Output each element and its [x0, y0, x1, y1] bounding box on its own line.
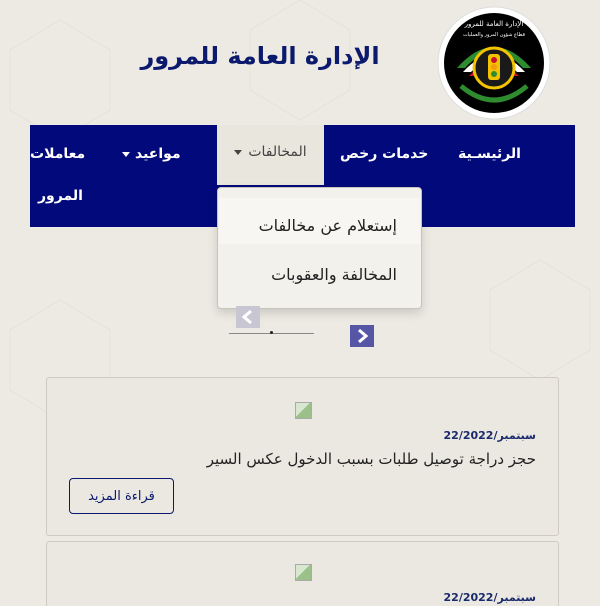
slider-indicator — [270, 331, 273, 334]
news-title[interactable]: حجز دراجة توصيل طلبات بسبب الدخول عكس السير — [206, 450, 536, 468]
chevron-down-icon — [234, 150, 242, 155]
slider-prev-icon[interactable] — [236, 306, 260, 328]
nav-item-appointments[interactable] — [122, 146, 181, 162]
broken-image-icon — [295, 564, 312, 581]
dropdown-item-inquire-violations[interactable]: إستعلام عن مخالفات — [258, 216, 397, 235]
read-more-button[interactable]: قراءة المزيد — [69, 478, 174, 514]
nav-item-home[interactable]: الرئيسـية — [458, 146, 521, 162]
traffic-department-logo — [437, 6, 551, 120]
nav-item-transactions[interactable]: معاملات — [30, 146, 86, 162]
chevron-down-icon — [122, 152, 130, 157]
news-card — [46, 541, 559, 606]
slider-next-icon[interactable] — [350, 325, 374, 347]
broken-image-icon — [295, 402, 312, 419]
nav-item-traffic[interactable]: المرور — [38, 188, 83, 204]
nav-item-license-services[interactable]: خدمات رخص — [340, 146, 429, 162]
news-date: 22/سبتمبر/2022 — [443, 591, 536, 604]
nav-item-violations[interactable] — [217, 144, 324, 160]
violations-dropdown-menu — [217, 187, 422, 309]
dropdown-item-violations-penalties[interactable]: المخالفة والعقوبات — [271, 265, 397, 284]
logo-text-bottom: قطاع شؤون المرور والعمليات — [462, 32, 526, 38]
logo-text-top: الإدارة العامة للمرور — [464, 20, 524, 28]
nav-item-appointments-label: مواعيد — [135, 146, 181, 162]
news-date: 22/سبتمبر/2022 — [443, 429, 536, 442]
page-title: الإدارة العامة للمرور — [140, 42, 380, 70]
news-card — [46, 377, 559, 536]
nav-item-violations-label: المخالفات — [248, 144, 307, 160]
